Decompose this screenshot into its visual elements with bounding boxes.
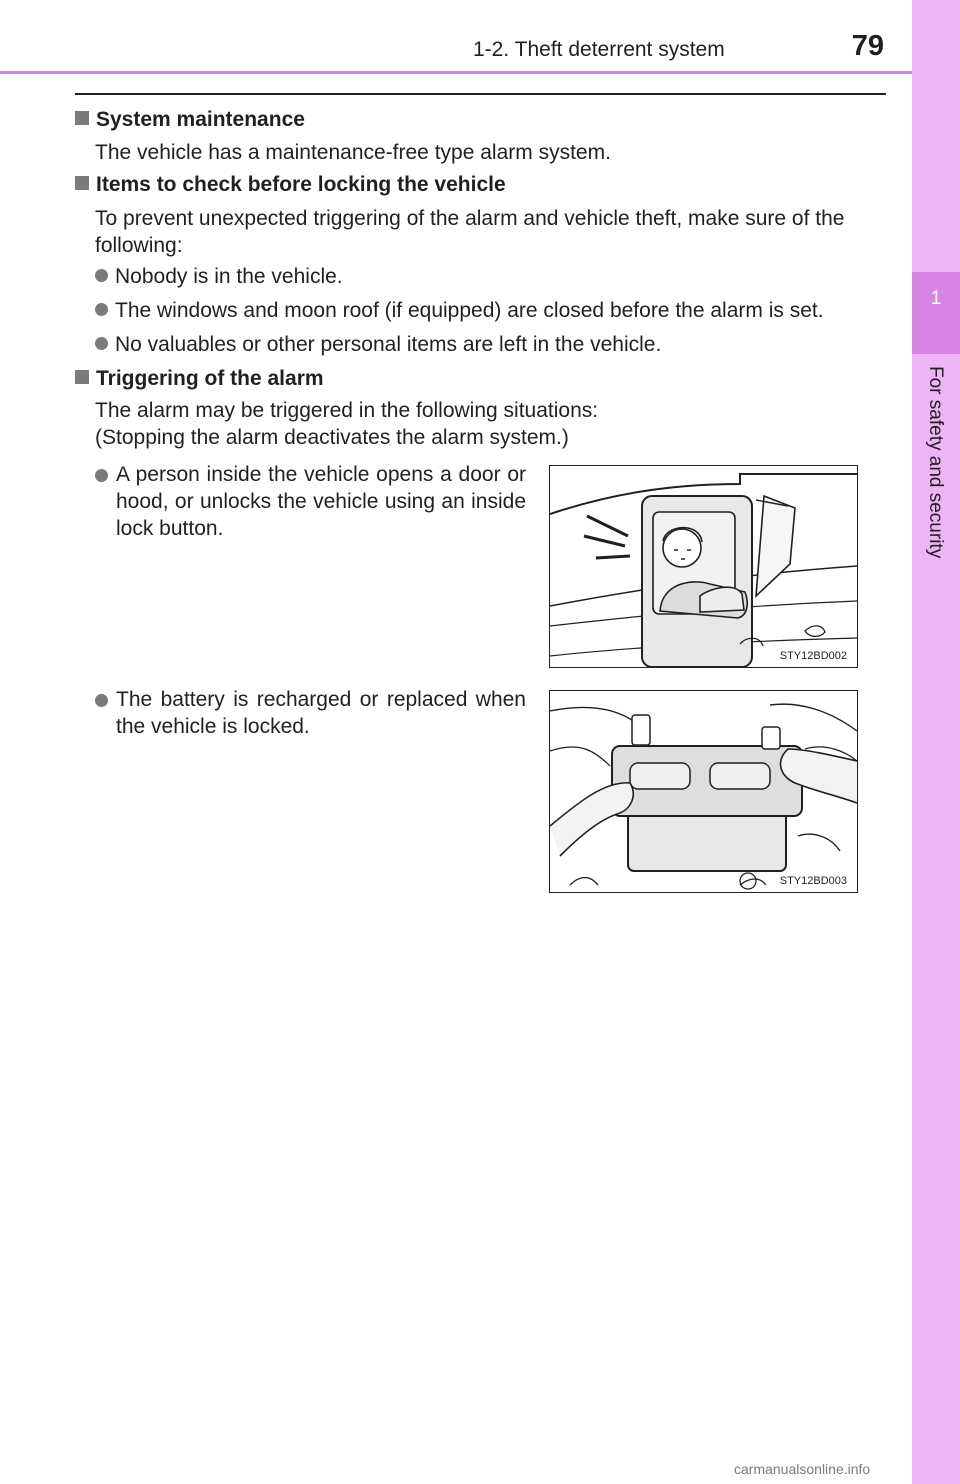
trigger-item-text: A person inside the vehicle opens a door or hood, or unlocks the vehicle using an inside lock button.	[116, 463, 526, 540]
header-rule	[0, 71, 912, 74]
round-bullet-icon	[95, 694, 108, 707]
square-bullet-icon	[75, 111, 89, 125]
round-bullet-icon	[95, 337, 108, 350]
figure-label: STY12BD002	[779, 650, 847, 662]
triggering-intro-line-2: (Stopping the alarm deactivates the alarm system.)	[95, 426, 569, 449]
check-item	[95, 331, 887, 358]
items-to-check-heading	[75, 173, 506, 197]
heading-text: Items to check before locking the vehicle	[96, 173, 506, 196]
triggering-intro-line-1: The alarm may be triggered in the following situations:	[95, 399, 599, 422]
door-opening-illustration	[549, 465, 858, 668]
round-bullet-icon	[95, 303, 108, 316]
chapter-side-tab	[912, 0, 960, 1484]
page-header	[0, 0, 912, 76]
check-item-text: The windows and moon roof (if equipped) are closed before the alarm is set.	[115, 299, 824, 322]
chapter-number-box	[912, 272, 960, 354]
heading-text: System maintenance	[96, 108, 305, 131]
content-top-rule	[75, 93, 886, 95]
trigger-item-text: The battery is recharged or replaced when the vehicle is locked.	[116, 688, 526, 738]
round-bullet-icon	[95, 269, 108, 282]
round-bullet-icon	[95, 469, 108, 482]
heading-text: Triggering of the alarm	[96, 367, 324, 390]
section-title: 1-2. Theft deterrent system	[473, 38, 725, 61]
check-item-text: No valuables or other personal items are left in the vehicle.	[115, 333, 662, 356]
system-maintenance-heading	[75, 108, 305, 132]
watermark-text: carmanualsonline.info	[734, 1461, 871, 1477]
square-bullet-icon	[75, 176, 89, 190]
triggering-heading	[75, 367, 324, 391]
system-maintenance-text: The vehicle has a maintenance-free type alarm system.	[95, 141, 611, 164]
check-item-text: Nobody is in the vehicle.	[115, 265, 343, 288]
page-number: 79	[851, 30, 884, 62]
check-item	[95, 297, 887, 324]
person-opening-door-image	[550, 466, 857, 667]
chapter-number: 1	[930, 288, 942, 309]
chapter-title: For safety and security	[925, 366, 946, 559]
check-item	[95, 263, 887, 290]
items-to-check-intro: To prevent unexpected triggering of the alarm and vehicle theft, make sure of the following:	[95, 207, 845, 257]
battery-replacement-illustration	[549, 690, 858, 893]
battery-being-replaced-image	[550, 691, 857, 892]
figure-label: STY12BD003	[779, 875, 847, 887]
square-bullet-icon	[75, 370, 89, 384]
